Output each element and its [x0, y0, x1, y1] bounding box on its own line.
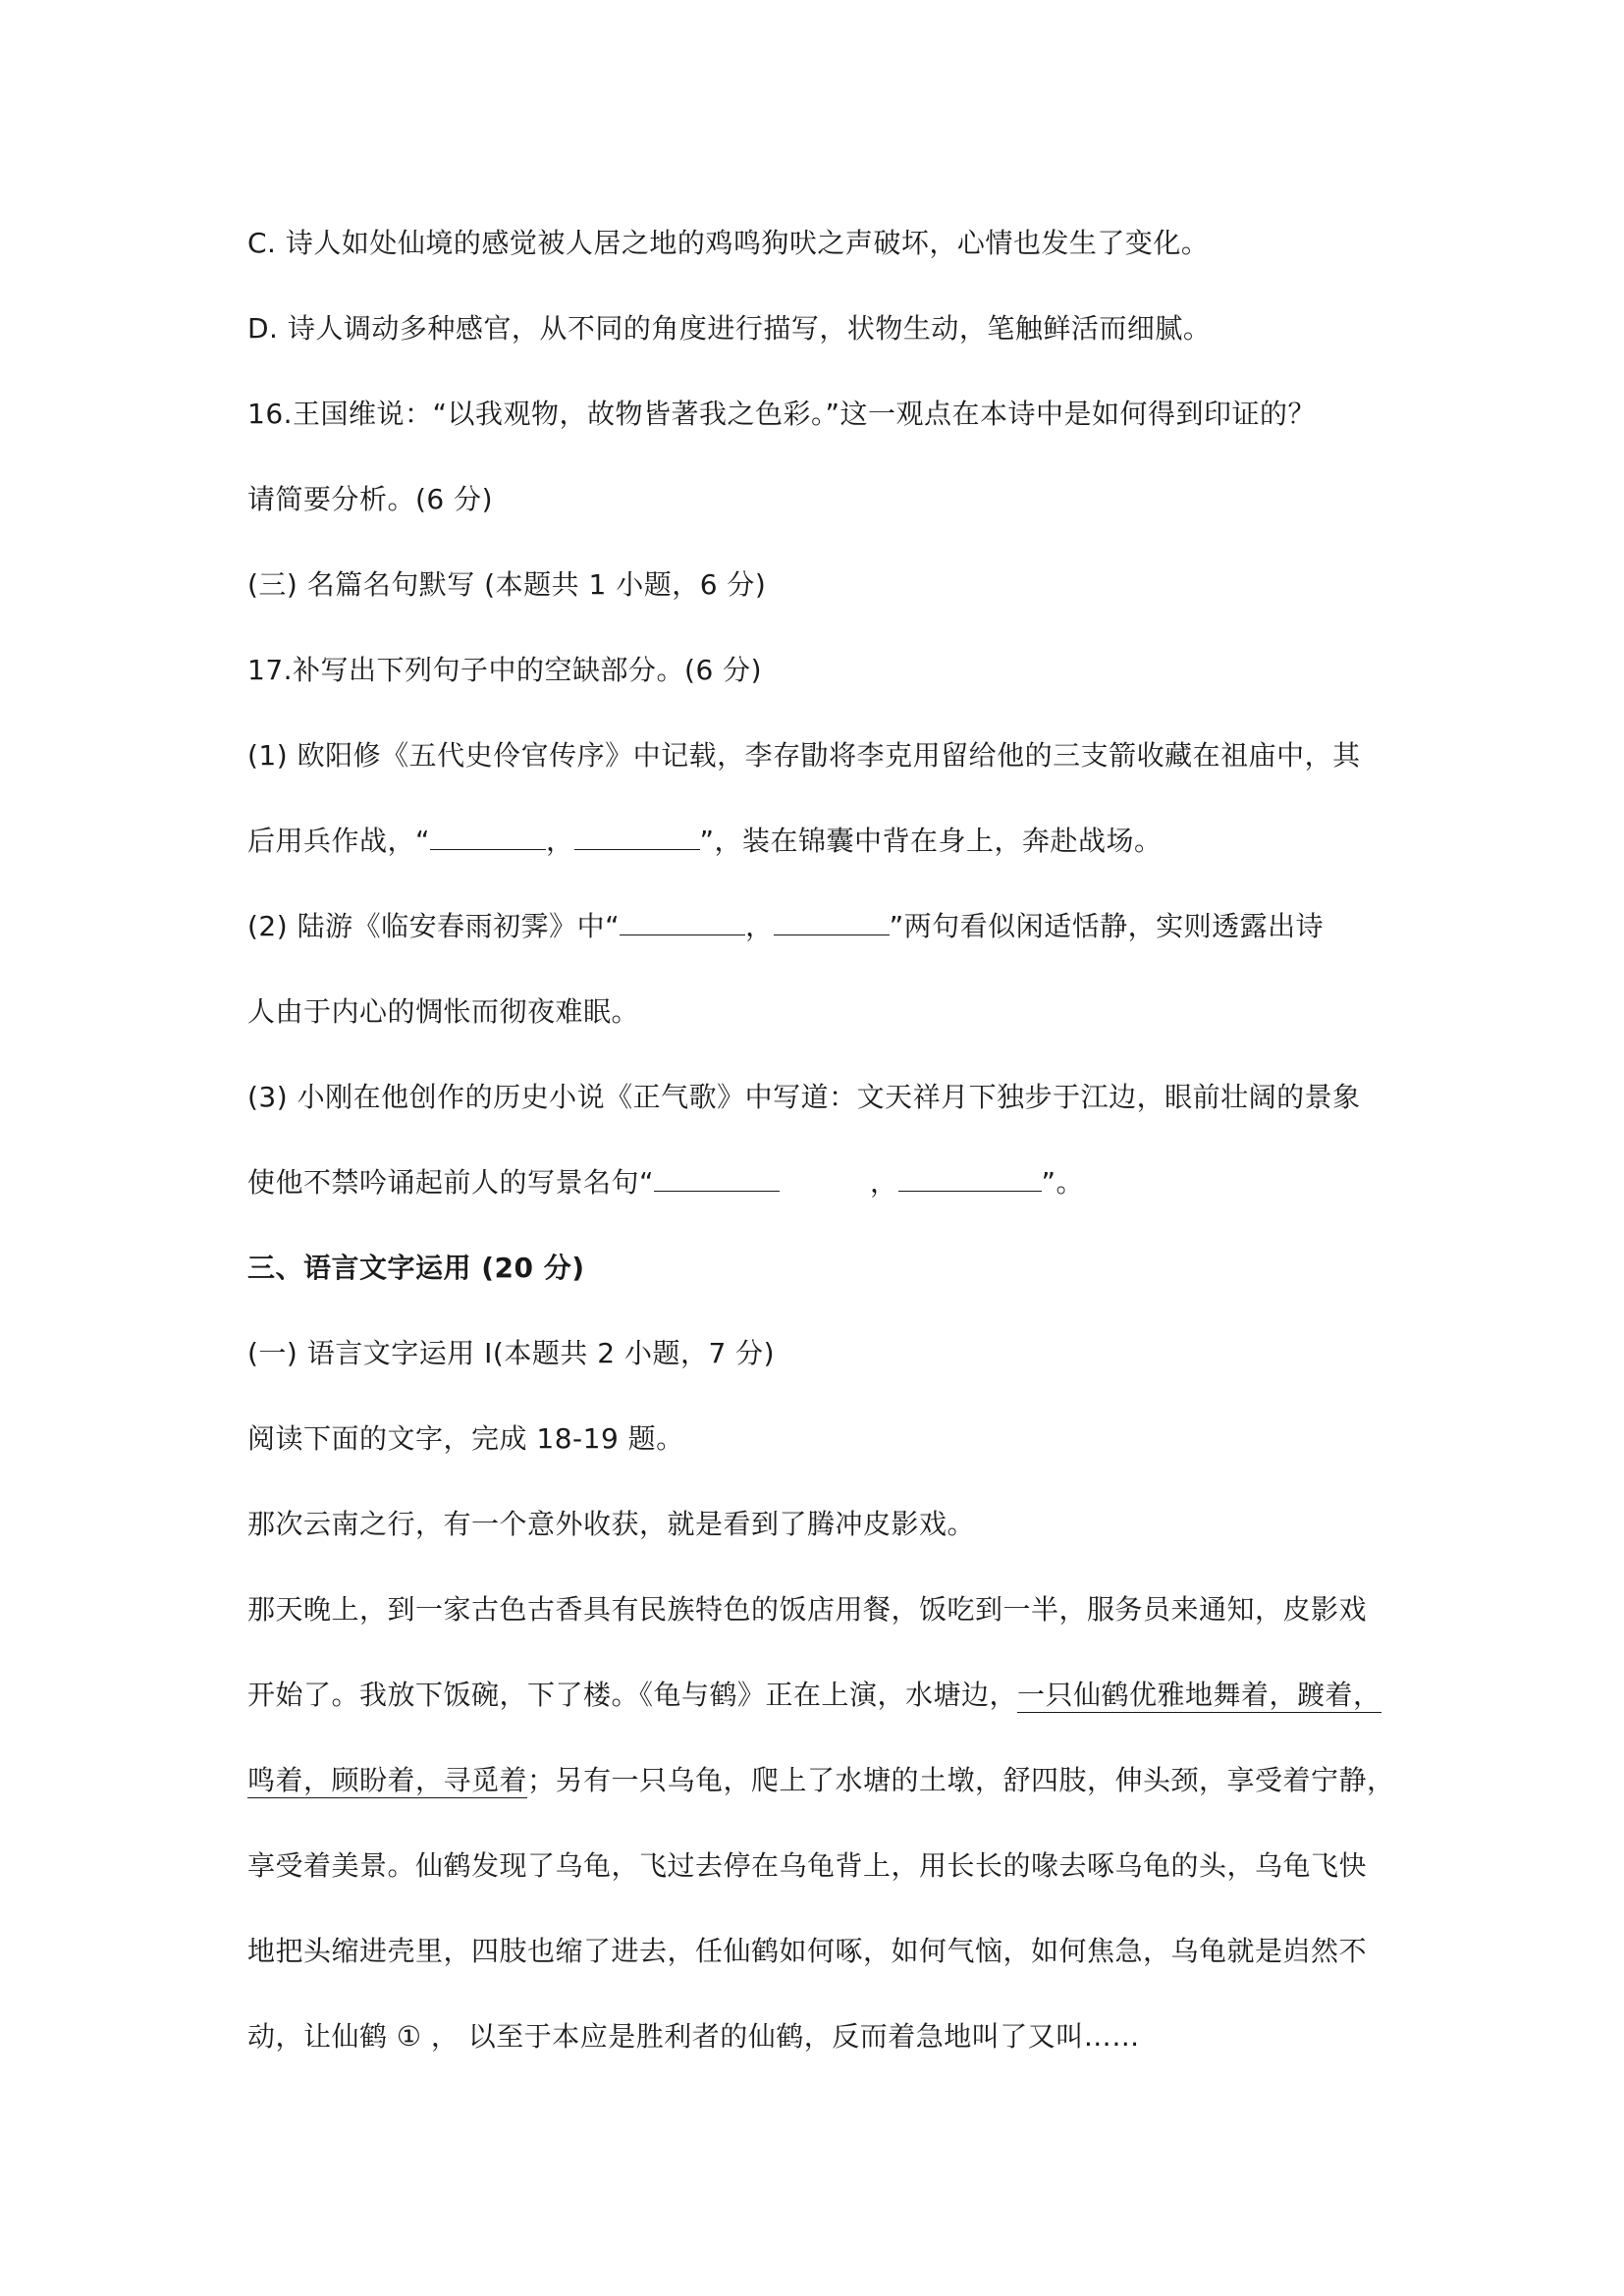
underlined-text: 鸣着，顾盼着，寻觅着 [247, 1764, 528, 1796]
fill-blank[interactable] [574, 822, 700, 850]
text-segment: 开始了。我放下饭碗，下了楼。《龟与鹤》正在上演，水塘边， [247, 1679, 1018, 1711]
text-segment: 后用兵作战，“ [247, 825, 431, 857]
text-segment: ；另有一只乌龟，爬上了水塘的土墩，舒四肢，伸头颈，享受着宁静， [527, 1764, 1395, 1796]
underlined-text: 一只仙鹤优雅地舞着，踱着， [1017, 1679, 1381, 1711]
fill-blank[interactable] [430, 822, 546, 850]
text-segment: (2) 陆游《临安春雨初霁》中“ [247, 910, 621, 942]
text-segment: ， [745, 910, 774, 942]
question-16-continued: 请简要分析。(6 分) [247, 483, 494, 515]
question-17-item-1: (1) 欧阳修《五代史伶官传序》中记载，李存勖将李克用留给他的三支箭收藏在祖庙中，其 [247, 739, 1361, 772]
fill-blank[interactable] [774, 907, 890, 935]
reading-instruction: 阅读下面的文字，完成 18-19 题。 [247, 1422, 684, 1455]
text-segment: ， [546, 825, 574, 857]
passage-paragraph-2-line-4: 享受着美景。仙鹤发现了乌龟，飞过去停在乌龟背上，用长长的喙去啄乌龟的头，乌龟飞快 [247, 1849, 1368, 1882]
passage-paragraph-2-line-2 [247, 1676, 1381, 1715]
question-17-item-1-continued [247, 822, 1163, 861]
text-segment: 使他不禁吟诵起前人的写景名句“ [247, 1166, 655, 1199]
passage-paragraph-2-line-6: 动，让仙鹤 ① ， 以至于本应是胜利者的仙鹤，反而着急地叫了又叫…… [247, 2020, 1140, 2053]
question-17: 17.补写出下列句子中的空缺部分。(6 分) [247, 654, 763, 686]
section-heading-famous-lines: (三) 名篇名句默写 (本题共 1 小题，6 分) [247, 568, 767, 601]
question-17-item-2 [247, 907, 1324, 946]
text-segment: ”。 [1041, 1166, 1085, 1199]
option-d: D. 诗人调动多种感官，从不同的角度进行描写，状物生动，笔触鲜活而细腻。 [247, 312, 1212, 345]
question-17-item-3-continued [247, 1163, 1084, 1202]
option-c: C. 诗人如处仙境的感觉被人居之地的鸡鸣狗吠之声破坏，心情也发生了变化。 [247, 227, 1210, 259]
passage-paragraph-2-line-3 [247, 1761, 1395, 1800]
text-segment: ”两句看似闲适恬静，实则透露出诗 [889, 910, 1325, 942]
question-17-item-3: (3) 小刚在他创作的历史小说《正气歌》中写道：文天祥月下独步于江边，眼前壮阔的景象 [247, 1081, 1361, 1113]
question-16: 16.王国维说：“以我观物，故物皆著我之色彩。”这一观点在本诗中是如何得到印证的？ [247, 398, 1317, 430]
passage-paragraph-2-line-5: 地把头缩进壳里，四肢也缩了进去，任仙鹤如何啄，如何气恼，如何焦急，乌龟就是岿然不 [247, 1935, 1368, 1967]
text-segment: ”，装在锦囊中背在身上，奔赴战场。 [699, 825, 1163, 857]
question-17-item-2-continued: 人由于内心的惆怅而彻夜难眠。 [247, 995, 640, 1028]
fill-blank[interactable] [898, 1163, 1042, 1192]
fill-blank[interactable] [620, 907, 745, 935]
fill-blank[interactable] [654, 1163, 780, 1192]
subsection-heading-language-use-1: (一) 语言文字运用 Ⅰ(本题共 2 小题，7 分) [247, 1337, 776, 1369]
passage-paragraph-2-line-1: 那天晚上，到一家古色古香具有民族特色的饭店用餐，饭吃到一半，服务员来通知，皮影戏 [247, 1593, 1368, 1626]
section-heading-language-use: 三、语言文字运用 (20 分) [247, 1252, 585, 1284]
passage-paragraph-1: 那次云南之行，有一个意外收获，就是看到了腾冲皮影戏。 [247, 1508, 976, 1540]
text-segment: ， [870, 1166, 898, 1199]
